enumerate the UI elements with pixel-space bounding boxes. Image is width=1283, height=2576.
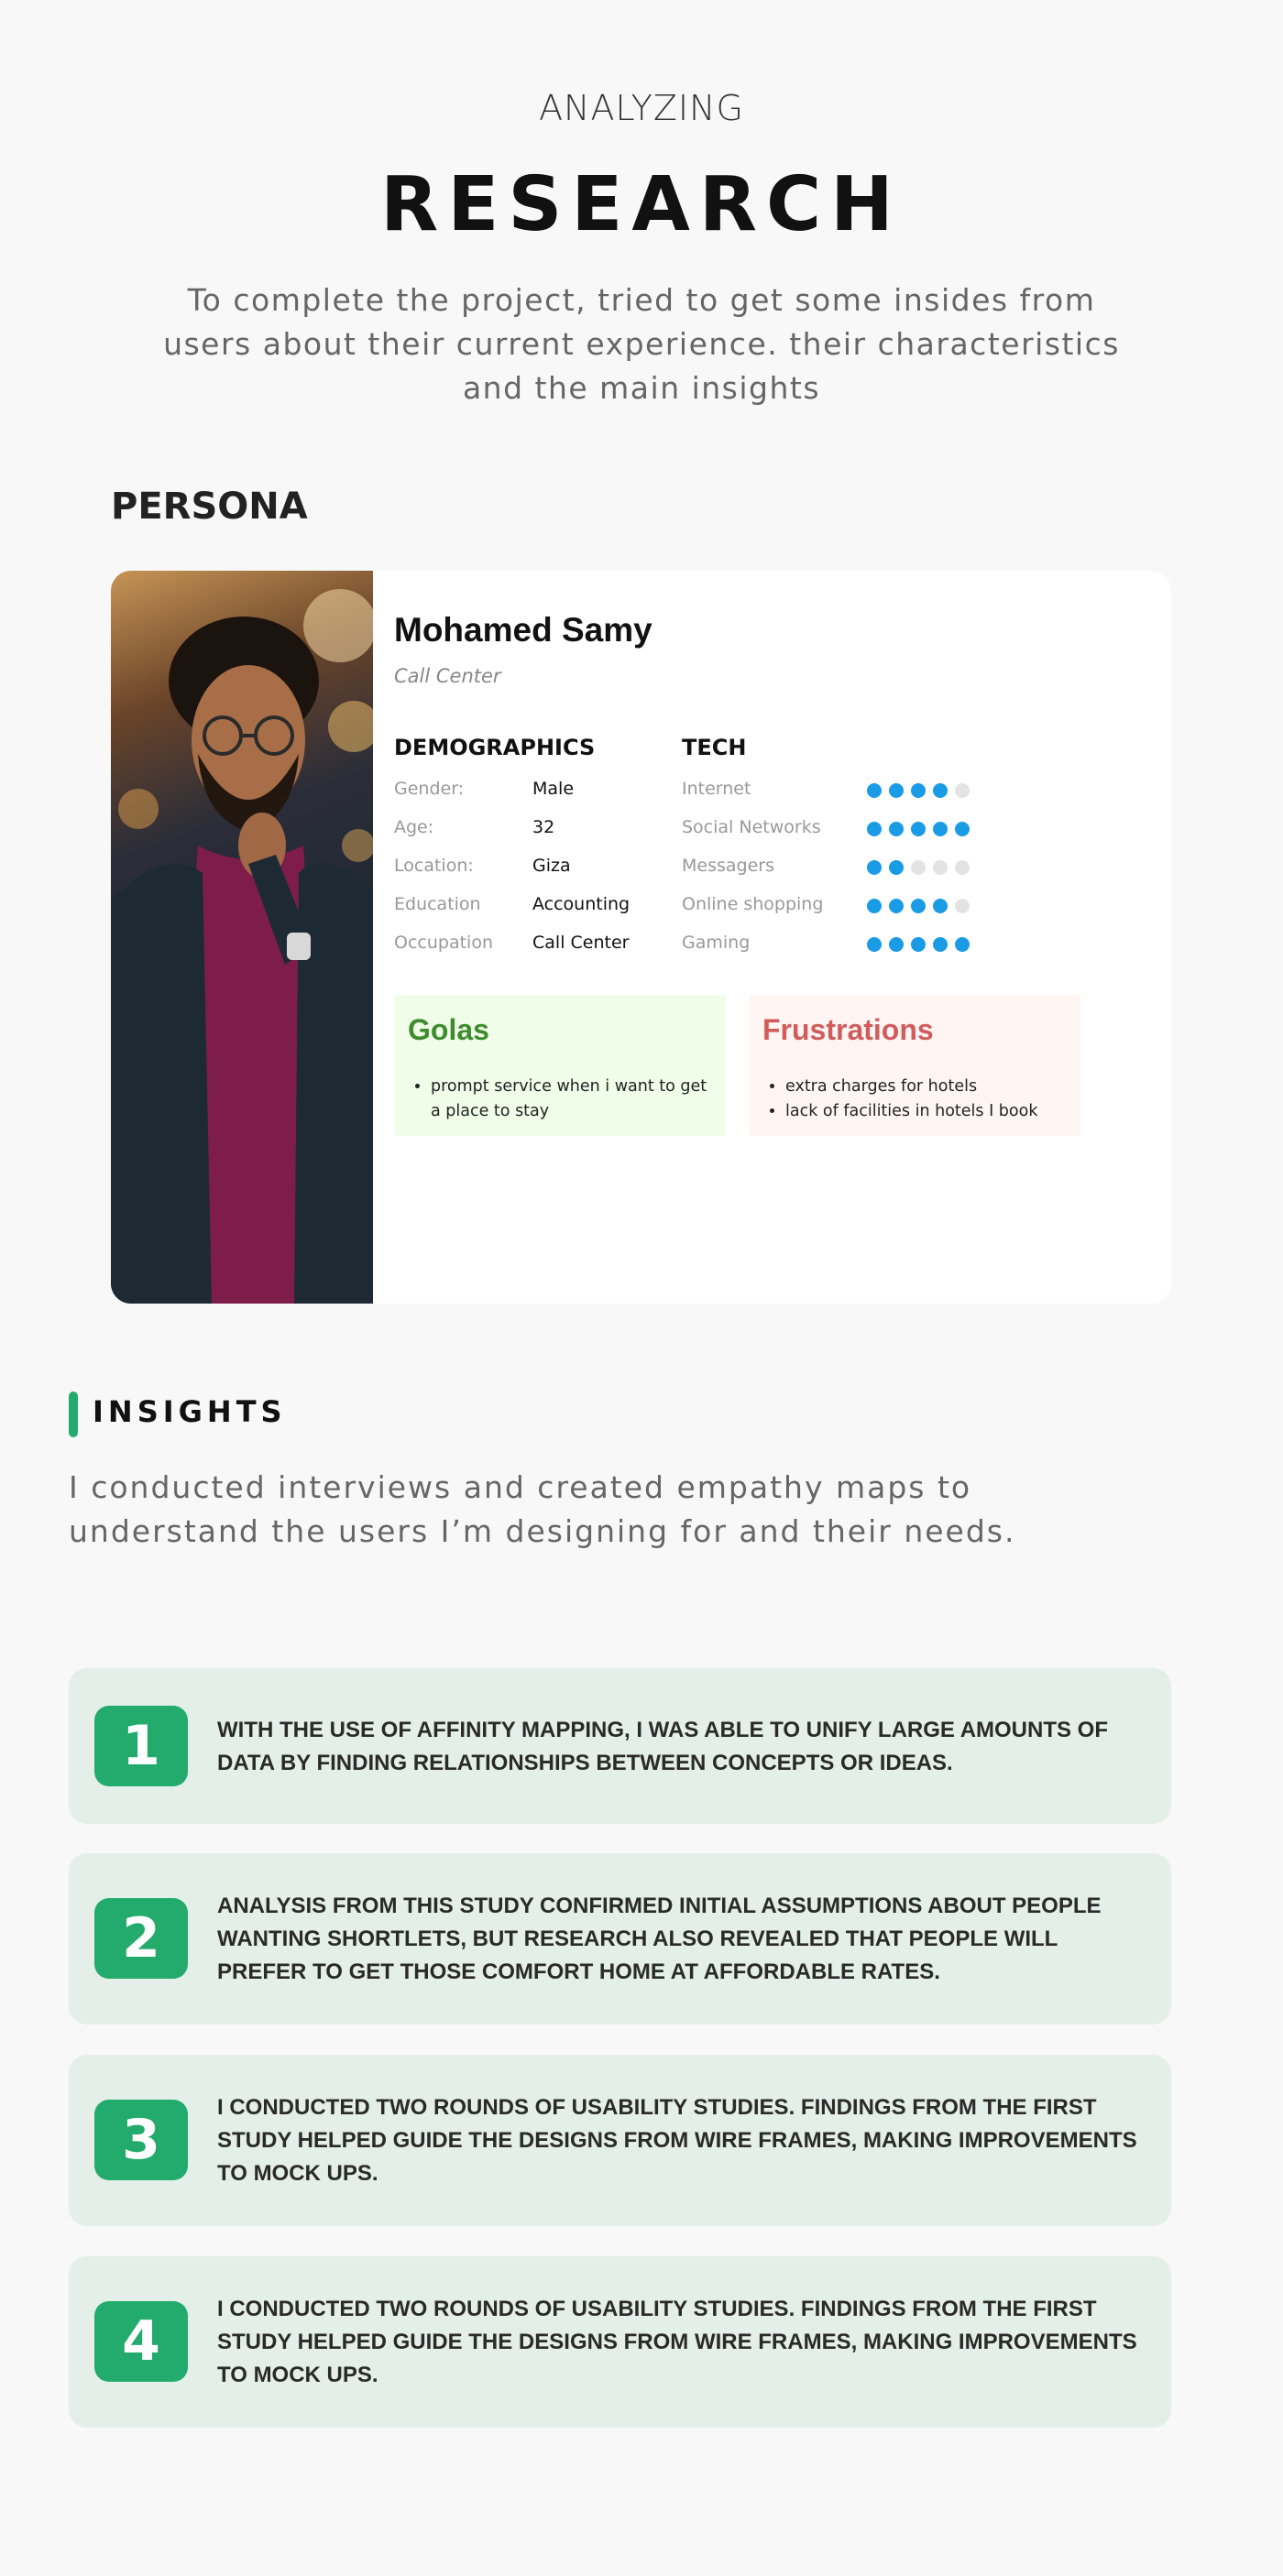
tech-label: Social Networks [682, 817, 821, 837]
insight-number: 4 [94, 2301, 188, 2382]
rating-dot-filled [889, 899, 904, 913]
persona-illustration [111, 571, 373, 1304]
rating-dot-filled [933, 937, 948, 952]
demographics-heading: DEMOGRAPHICS [394, 735, 596, 760]
insight-card [69, 1853, 1171, 2025]
rating-dot-filled [933, 822, 948, 836]
persona-heading: PERSONA [111, 486, 308, 528]
rating-dot-filled [933, 899, 948, 913]
tech-rating [867, 821, 977, 835]
tech-label: Gaming [682, 933, 751, 953]
persona-card [111, 571, 1171, 1304]
tech-rating [867, 782, 977, 797]
insight-text: I CONDUCTED TWO ROUNDS OF USABILITY STUDIES. FINDINGS FROM THE FIRST STUDY HELPED GUIDE THE DESIGNS FROM WIRE FRAMES, MAKING IMPROVEMENTS TO MOCK UPS. [217, 2297, 1137, 2387]
goals-list [431, 1075, 717, 1124]
tech-row [682, 856, 993, 881]
rating-dot-filled [889, 822, 904, 836]
insight-text: I CONDUCTED TWO ROUNDS OF USABILITY STUDIES. FINDINGS FROM THE FIRST STUDY HELPED GUIDE THE DESIGNS FROM WIRE FRAMES, MAKING IMPROVEMENTS TO MOCK UPS. [217, 2095, 1137, 2186]
rating-dot-filled [867, 899, 882, 913]
persona-photo [111, 571, 373, 1304]
intro-text: To complete the project, tried to get some insides from users about their current experience. their characteristics and the main insights [163, 282, 1120, 406]
insight-card [69, 1668, 1171, 1824]
insight-card [69, 2256, 1171, 2428]
tech-label: Online shopping [682, 894, 824, 914]
demographic-label: Education [394, 894, 481, 914]
demographics-row [394, 933, 651, 958]
frustrations-list [785, 1075, 1071, 1124]
tech-rating [867, 936, 977, 951]
rating-dot-filled [867, 860, 882, 875]
tech-row [682, 894, 993, 920]
rating-dot-empty [911, 860, 926, 875]
demographics-row [394, 894, 651, 920]
demographic-label: Occupation [394, 933, 493, 953]
insights-heading: INSIGHTS [93, 1394, 287, 1429]
demographics-row [394, 779, 651, 804]
frustrations-title: Frustrations [762, 1013, 934, 1046]
demographics-row [394, 856, 651, 881]
tech-row [682, 933, 993, 958]
insight-text: WITH THE USE OF AFFINITY MAPPING, I WAS ABLE TO UNIFY LARGE AMOUNTS OF DATA BY FINDING RELATIONSHIPS BETWEEN CONCEPTS OR IDEAS. [217, 1718, 1109, 1775]
rating-dot-filled [933, 783, 948, 798]
persona-role: Call Center [394, 665, 501, 687]
demographic-label: Gender: [394, 779, 465, 799]
insights-accent-bar [69, 1392, 78, 1437]
demographic-label: Age: [394, 817, 434, 837]
rating-dot-filled [889, 783, 904, 798]
tech-row [682, 779, 993, 804]
rating-dot-filled [889, 860, 904, 875]
rating-dot-empty [955, 783, 970, 798]
rating-dot-filled [911, 822, 926, 836]
rating-dot-filled [955, 937, 970, 952]
demographic-value: Accounting [532, 894, 631, 914]
demographics-row [394, 817, 651, 843]
page-title: RESEARCH [380, 161, 903, 248]
goals-box [394, 995, 726, 1136]
tech-heading: TECH [682, 735, 747, 760]
demographic-value: 32 [532, 817, 555, 837]
insight-card [69, 2055, 1171, 2226]
section-eyebrow: ANALYZING [539, 88, 744, 128]
rating-dot-filled [911, 899, 926, 913]
demographic-label: Location: [394, 856, 474, 876]
frustration-item: • extra charges for hotels [785, 1075, 1071, 1099]
tech-rating [867, 898, 977, 912]
tech-label: Internet [682, 779, 751, 799]
frustrations-box [749, 995, 1080, 1136]
demographic-value: Call Center [532, 933, 630, 953]
insight-number: 2 [94, 1898, 188, 1979]
rating-dot-filled [911, 783, 926, 798]
rating-dot-filled [955, 822, 970, 836]
rating-dot-empty [955, 860, 970, 875]
insight-text: ANALYSIS FROM THIS STUDY CONFIRMED INITIAL ASSUMPTIONS ABOUT PEOPLE WANTING SHORTLETS, BUT RESEARCH ALSO REVEALED THAT PEOPLE WILL PREFER TO GET THOSE COMFORT HOME AT AFFORDABLE RATES. [217, 1894, 1102, 1984]
tech-row [682, 817, 993, 843]
rating-dot-empty [933, 860, 948, 875]
rating-dot-filled [889, 937, 904, 952]
rating-dot-empty [955, 899, 970, 913]
insight-number: 3 [94, 2100, 188, 2180]
goal-item: • prompt service when i want to get a place to stay [431, 1075, 717, 1124]
rating-dot-filled [867, 822, 882, 836]
insight-number: 1 [94, 1706, 188, 1786]
demographic-value: Male [532, 779, 575, 799]
insights-intro: I conducted interviews and created empathy maps to understand the users I’m designing for and their needs. [69, 1469, 1016, 1549]
frustration-item: • lack of facilities in hotels I book [785, 1099, 1071, 1124]
persona-name: Mohamed Samy [394, 611, 652, 649]
rating-dot-filled [867, 783, 882, 798]
goals-title: Golas [408, 1013, 489, 1046]
tech-label: Messagers [682, 856, 774, 876]
rating-dot-filled [911, 937, 926, 952]
rating-dot-filled [867, 937, 882, 952]
demographic-value: Giza [532, 856, 571, 876]
tech-rating [867, 859, 977, 874]
